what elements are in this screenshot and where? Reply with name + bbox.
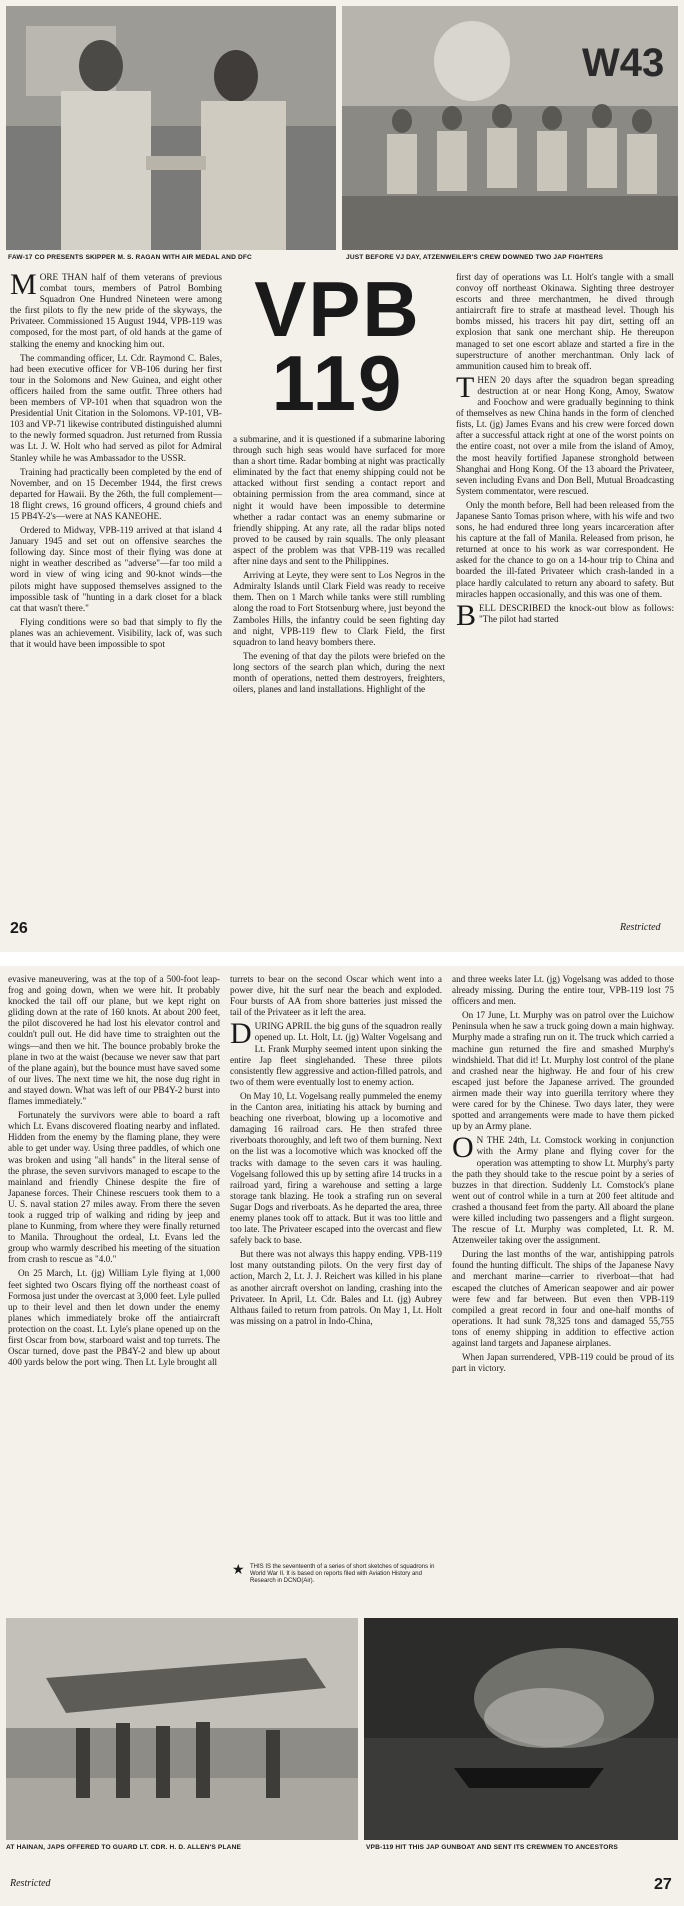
paragraph: On 25 March, Lt. (jg) William Lyle flying at 1,000 feet sighted two Oscars flying off the northeast coast of Formosa just under the overcast at 3,000 feet. Lyle pulled up to their level and then let down under the enemy planes which immediately broke off the antiaircraft protection on the coast. Lt. Lyle's plane opened up on the first Oscar from bow, starboard waist and top turrets. The Oscar turned, dove past the PB4Y-2 and blew up about 400 yards below the port wing. Then Lt. Lyle brought all (8, 1268, 220, 1368)
paragraph: evasive maneuvering, was at the top of a 500-foot leap-frog and going down, when we were hit. It probably knocked the tail off our plane, but we kept right on gliding down at the rate of 160 knots. At about 200 feet, the pilot discovered he had lost his elevator control and couldn't pull out. He did have time to straighten out the wings—and then we hit. The bounce probably broke the plane in two at the waist (because we never saw that part of the plane again), but the bounce must have saved some of our lives. The next time we hit, the nose dug right in and stayed down. What was left of our PB4Y-2 burst into flames immediately." (8, 974, 220, 1107)
star-icon: ★ (232, 1563, 245, 1578)
restricted-label: Restricted (10, 1878, 51, 1889)
paragraph: Ordered to Midway, VPB-119 arrived at that island 4 January 1945 and set out on offensive searches the following day. Since most of their flying was done at night in weather described as "adverse"—far too mild a word in view of wing icing and 90-knot winds—the pilots might have supposed themselves assigned to the impossible task of "hunting in a dark closet for a black cat that wasn't there." (10, 525, 222, 613)
paragraph: and three weeks later Lt. (jg) Vogelsang was added to those already missing. During the entire tour, VPB-119 lost 75 officers and men. (452, 974, 674, 1007)
series-footnote: THIS IS the seventeenth of a series of short sketches of squadrons in World War II. It is based on reports filed with Aviation History and Research in DCNO(Air). (250, 1564, 435, 1584)
dropcap: B (456, 598, 477, 632)
paragraph: Arriving at Leyte, they were sent to Los Negros in the Admiralty Islands until Clark Field was ready to receive them. Then on 1 March while tanks were still rumbling along the road to Fort Stotsenburg where, just beyond the Zamboles Hills, the infantry could be seen fighting day and night, VPB-119 flew to Clark Field, the first squadron to land heavy bombers there. (233, 570, 445, 647)
paragraph: N THE 24th, Lt. Comstock working in conjunction with the Army plane and flying cover for the operation was attempting to show Lt. Murphy's party the path they should take to the rescue point by a series of buzzes in that direction. Suddenly Lt. Comstock's plane went out of control while in a turn at 200 feet altitude and crashed a thousand feet from the party. All aboard the plane were killed including two passengers and a flight surgeon. The rescue of Lt. Murphy was completed, Lt. R. M. Atzenweiler taking over the assignment. (452, 1135, 674, 1246)
paragraph: ORE THAN half of them veterans of previous combat tours, members of Patrol Bombing Squadron One Hundred Nineteen were among the first pilots to fly the new pride of the skyways, the Privateer. Commissioned 15 August 1944, VPB-119 was composed, for the most part, of old hands at the game of stalking the enemy and knocking him out. (10, 272, 222, 349)
paragraph: first day of operations was Lt. Holt's tangle with a small convoy off northeast Okinawa. Sighting three destroyer escorts and three merchantmen, he dived through antiaircraft fire to strafe at masthead level. Though his bombs missed, his tracers hit pay dirt, setting off an explosion that sank one merchant ship. He thereupon managed to set one escort ablaze and started a fire in the superstructure of another merchantman. Only lack of ammunition caused him to break off. (456, 272, 674, 371)
dropcap: D (230, 1017, 252, 1051)
paragraph: During the last months of the war, antishipping patrols found the hunting difficult. The ships of the Japanese Navy and merchant marine—carrier to riverboat—that had escaped the clutches of American seapower and air power were few and far between. But even then VPB-119 compiled a great record in four and one-half months of operations. It had sunk 78,325 tons and damaged 55,755 tons of enemy shipping in addition to effective action against land targets and Japanese airplanes. (452, 1249, 674, 1348)
dropcap: T (456, 370, 475, 404)
squadron-title (230, 265, 445, 427)
caption-crew-photo: JUST BEFORE VJ DAY, ATZENWEILER'S CREW DOWNED TWO JAP FIGHTERS (346, 254, 604, 261)
paragraph: a submarine, and it is questioned if a submarine laboring through such high seas would have surfaced for more than a short time. Radar bombing at night was practically eliminated by the fact that enemy shipping could not be attacked without first sending a contact report and obtaining permission from the area command, since at night it would have been impossible to determine whether a radar contact was an enemy submarine or friendly shipping. At any rate, all the radar blips noted proved to be caused by rain squalls. The only pleasant aspect of the problem was that VPB-119 was recalled after nine days and sent to the Philippines. (233, 434, 445, 567)
caption-hainan-photo: AT HAINAN, JAPS OFFERED TO GUARD LT. CDR. H. D. ALLEN'S PLANE (6, 1844, 242, 1851)
caption-gunboat-photo: VPB-119 HIT THIS JAP GUNBOAT AND SENT ITS CREWMEN TO ANCESTORS (366, 1844, 618, 1851)
medal-ceremony-photo (6, 6, 336, 250)
paragraph: But there was not always this happy ending. VPB-119 lost many outstanding pilots. On the very first day of action, March 2, Lt. J. J. Reichert was killed in his plane as another aircraft overshot on landing, crashing into the Privateer. In April, Lt. Cdr. Bales and Lt. (jg) Aubrey Althaus failed to return from patrols. On May 1, Lt. Holt was missing on a patrol in Indo-China, (230, 1249, 442, 1326)
paragraph: turrets to bear on the second Oscar which went into a power dive, hit the surf near the beach and exploded. Four bursts of AA from shore batteries just missed the tail of the Privateer as it left the area. (230, 974, 442, 1018)
paragraph: Training had practically been completed by the end of November, and on 15 December 1944, the first crews departed for Hawaii. By the 26th, the full complement—18 flight crews, 16 ground officers, 4 ground chiefs and 15 PB4Y-2's—were at NAS KANEOHE. (10, 466, 222, 521)
paragraph: The commanding officer, Lt. Cdr. Raymond C. Bales, had been executive officer for VB-106 during her first tour in the Solomons and New Guinea, and eight other officers hailed from the same outfit. Three others had been members of VP-101 when that squadron won the Presidential Unit Citation in the Solomons. VP-101, VB-103 and VP-71 likewise contributed distinguished alumni to the newly formed squadron. Just returned from Russia was Lt. J. W. Holt who had served as pilot for Admiral Stanley while he was Ambassador to the USSR. (10, 352, 222, 463)
restricted-label: Restricted (620, 922, 661, 933)
page-separator (0, 952, 684, 966)
page-number: 26 (10, 920, 28, 937)
caption-medal-photo: FAW-17 CO PRESENTS SKIPPER M. S. RAGAN WITH AIR MEDAL AND DFC (8, 254, 252, 261)
paragraph: Flying conditions were so bad that simply to fly the planes was an achievement. Visibility, lack of, was such that it would have been impossible to spot (10, 616, 222, 649)
paragraph: On 17 June, Lt. Murphy was on patrol over the Luichow Peninsula when he saw a truck going down a main highway. Murphy made a strafing run on it. The truck which carried a machine gun returned the fire and smashed Murphy's windshield. That did it! Lt. Murphy lost control of the plane and crashed near the highway. He and four of his crew escaped just before the Japanese arrived. The grounded airmen made their way into guerilla territory where they were cared for by the Chinese. Two days later, they were spotted and arrangements were made to have them picked up by an Army plane. (452, 1010, 674, 1132)
page26-column-3 (456, 272, 674, 910)
paragraph: HEN 20 days after the squadron began spreading destruction at or near Hong Kong, Amoy, Swatow and Foochow and were gradually beginning to think of themselves as new China hands in the form of clenched fists, Lt. (jg) James Evans and his crew were forced down after a successful attack right at one of the worst points on the entire coast, not over a mile from the island of Amoy, the most heavily fortified Japanese stronghold between Shanghai and Hong Kong. Of the 13 aboard the Privateer, seven including Evans and Don Bell, Mutual Broadcasting System commentator, were rescued. (456, 374, 674, 496)
crew-photo (342, 6, 678, 250)
dropcap: M (10, 272, 37, 301)
page26-column-1 (10, 272, 222, 910)
page27-column-1 (8, 974, 220, 1594)
paragraph: ELL DESCRIBED the knock-out blow as follows: "The pilot had started (479, 602, 674, 624)
hainan-plane-photo (6, 1618, 358, 1840)
page-number: 27 (654, 1876, 672, 1893)
page-26 (0, 0, 684, 950)
page26-column-2 (233, 434, 445, 910)
svg-text:W43: W43 (582, 41, 665, 85)
title-line-2: 119 (271, 339, 404, 427)
page-27 (0, 970, 684, 1906)
gunboat-photo (364, 1618, 678, 1840)
paragraph: When Japan surrendered, VPB-119 could be proud of its part in victory. (452, 1352, 674, 1374)
paragraph: URING APRIL the big guns of the squadron really opened up. Lt. Holt, Lt. (jg) Walter Vogelsang and Lt. Frank Murphy seemed intent upon sinking the entire Jap fleet singlehanded. These three pilots consistently flew aggressive and action-filled patrols, and two of them were eventually lost to enemy action. (230, 1021, 442, 1087)
paragraph: Only the month before, Bell had been released from the Japanese Santo Tomas prison where, with his wife and two sons, he had endured three long years incarceration after his capture at the fall of Manila. Released from prison, he returned at once to his work as war correspondent. He asked for the chance to go on a 14-hour trip to China and boarded the ill-fated Privateer which crash-landed in a place hardly calculated to return any aboard to safety. But miracles happen occasionally, and this was one of them. (456, 499, 674, 599)
paragraph: Fortunately the survivors were able to board a raft which Lt. Evans discovered floating nearby and inflated. Hidden from the enemy by the flaming plane, they were able to get under way. Using three paddles, of which one was broken and using "all hands" in the literal sense of the phrase, the seven survivors managed to escape to the mainland and friendly Chinese despite the fire of Japanese forces. Their Chinese rescuers took them to a U. S. naval station 27 miles away. From there the seven took a rugged trip of walking and riding by jeep and plane to Kunming, from where they were finally returned to Manila. Throughout the ordeal, Lt. Evans led the group who warmly described his meeting of the situation from crash to rescue as "4.0." (8, 1110, 220, 1265)
dropcap: O (452, 1131, 474, 1165)
title-line-1: VPB (254, 265, 421, 353)
paragraph: The evening of that day the pilots were briefed on the long sectors of the search plan which, during the next month of operations, netted them destroyers, freighters, oilers, planes and land installations. Highlight of the (233, 650, 445, 695)
page27-column-2 (230, 974, 442, 1534)
paragraph: On May 10, Lt. Vogelsang really pummeled the enemy in the Canton area, initiating his attack by burning and beaching one riverboat, blowing up a locomotive and damaging 16 railroad cars. He then strafed three riverboats thoroughly, and left two of them burning. Next on the list was a locomotive which was knocked off the tracks with damage to the seven cars it was hauling. Vogelsang followed this up by setting afire 14 trucks in a railroad yard, firing a warehouse and setting a large storage tank blazing. He took a strafing run on several Sugar Dogs and riverboats. As he departed the area, three enemy planes took off to attack. But it was too little and too late. The Privateer escaped into the overcast and flew safely back to base. (230, 1090, 442, 1246)
page27-column-3 (452, 974, 674, 1594)
